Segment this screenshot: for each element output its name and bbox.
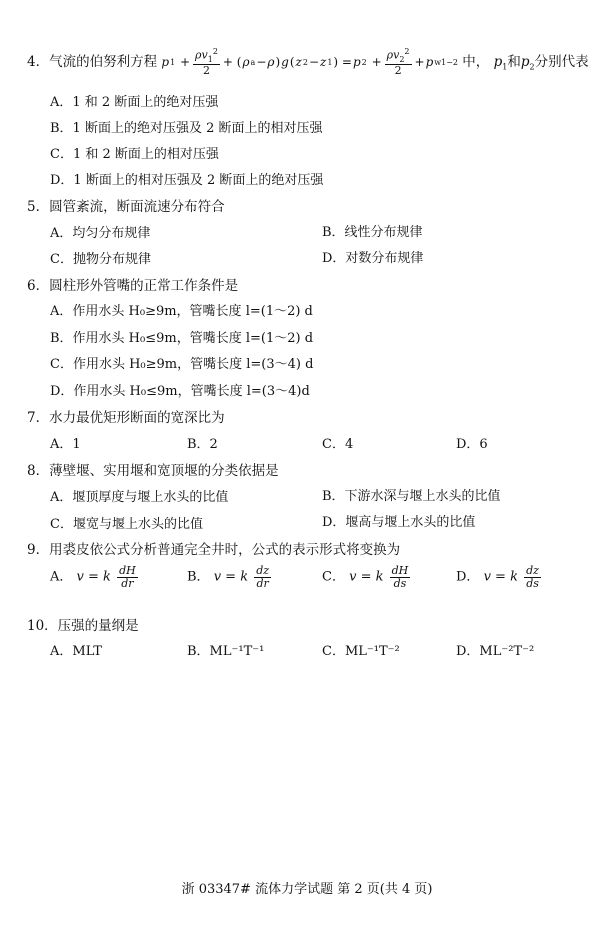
question-4-suffix: 中，	[462, 53, 490, 70]
q6-option-c: C．作用水头 H₀≥9m，管嘴长度 l=(3～4) d	[50, 357, 314, 372]
q9-option-c-denominator: ds	[393, 576, 407, 590]
q5-option-a: A．均匀分布规律	[50, 226, 151, 241]
q5-option-c: C．抛物分布规律	[50, 252, 151, 267]
q9-option-c-lhs: v = k	[349, 569, 384, 585]
q7-option-d: D．6	[456, 437, 488, 452]
q9-option-b-numerator: dz	[256, 564, 270, 577]
question-9-stem: 9．用裘皮依公式分析普通完全井时，公式的表示形式将变换为	[27, 542, 401, 558]
q9-option-b-lhs: v = k	[213, 569, 249, 585]
q9-option-d	[456, 565, 543, 589]
q7-option-a: A．1	[50, 437, 81, 452]
q9-option-d-lhs: v = k	[483, 569, 518, 585]
q4-option-d: D．1 断面上的相对压强及 2 断面上的绝对压强	[50, 173, 324, 188]
q10-option-d: D．ML⁻²T⁻²	[456, 644, 535, 659]
q9-option-c	[322, 565, 412, 589]
q6-option-d: D．作用水头 H₀≤9m，管嘴长度 l=(3～4)d	[50, 384, 310, 399]
question-6-stem: 6．圆柱形外管嘴的正常工作条件是	[27, 278, 239, 294]
bernoulli-equation: p 1 + $\frac{\rho v_1^2}{2}$ + ( ρ a − ρ ) g ( z 2 − z 1 ) = p 2 + $\frac{\rho v_2^2}{2}$ + p w1−2	[161, 47, 458, 78]
q7-option-b: B．2	[187, 437, 218, 452]
question-8-stem: 8．薄壁堰、实用堰和宽顶堰的分类依据是	[27, 463, 279, 479]
q10-option-c: C．ML⁻¹T⁻²	[322, 644, 400, 659]
question-10-stem: 10．压强的量纲是	[27, 618, 139, 634]
q9-option-b	[187, 565, 273, 589]
q7-option-c: C．4	[322, 437, 354, 452]
q5-option-d: D．对数分布规律	[322, 251, 424, 266]
q9-option-b-label: B．	[187, 569, 210, 585]
q8-option-a: A．堰顶厚度与堰上水头的比值	[50, 490, 229, 505]
q9-option-a	[50, 565, 140, 589]
q9-option-d-label: D．	[456, 569, 480, 585]
q9-option-a-denominator: dr	[121, 576, 134, 590]
question-5-stem: 5．圆管紊流，断面流速分布符合	[27, 199, 225, 215]
q8-option-d: D．堰高与堰上水头的比值	[322, 515, 476, 530]
q6-option-b: B．作用水头 H₀≤9m，管嘴长度 l=(1～2) d	[50, 331, 314, 346]
question-7-stem: 7．水力最优矩形断面的宽深比为	[27, 410, 225, 426]
q9-option-a-lhs: v = k	[76, 569, 111, 585]
question-4-and: 和	[507, 53, 521, 70]
q9-option-b-denominator: dr	[256, 576, 269, 590]
page-footer: 浙 03347# 流体力学试题 第 2 页(共 4 页)	[181, 882, 433, 897]
question-4-tail: 分别代表	[534, 53, 589, 70]
question-4-prefix: 4．气流的伯努利方程	[27, 53, 158, 70]
q4-option-c: C．1 和 2 断面上的相对压强	[50, 147, 219, 162]
q5-option-b: B．线性分布规律	[322, 225, 423, 240]
q9-option-c-label: C．	[322, 569, 345, 585]
q10-option-a: A．MLT	[50, 644, 102, 659]
q8-option-c: C．堰宽与堰上水头的比值	[50, 517, 203, 532]
q4-option-b: B．1 断面上的绝对压强及 2 断面上的相对压强	[50, 121, 323, 136]
q10-option-b: B．ML⁻¹T⁻¹	[187, 644, 265, 659]
question-4-stem: 4．气流的伯努利方程 p 1 + $\frac{\rho v_1^2}{2}$ + ( ρ a − ρ ) g ( z 2 − z 1 ) = p 2 + $\frac{\rho v_2^2}{2}$ + p w1−2 中， $p_1$和$p_2$分别代表	[27, 47, 589, 78]
q9-option-a-numerator: dH	[119, 564, 136, 577]
q4-option-a: A．1 和 2 断面上的绝对压强	[50, 95, 219, 110]
q9-option-d-numerator: dz	[526, 564, 539, 577]
q6-option-a: A．作用水头 H₀≥9m，管嘴长度 l=(1～2) d	[50, 304, 313, 319]
q9-option-a-label: A．	[50, 569, 73, 585]
q9-option-d-denominator: ds	[526, 576, 539, 590]
q8-option-b: B．下游水深与堰上水头的比值	[322, 489, 501, 504]
q9-option-c-numerator: dH	[391, 564, 409, 577]
